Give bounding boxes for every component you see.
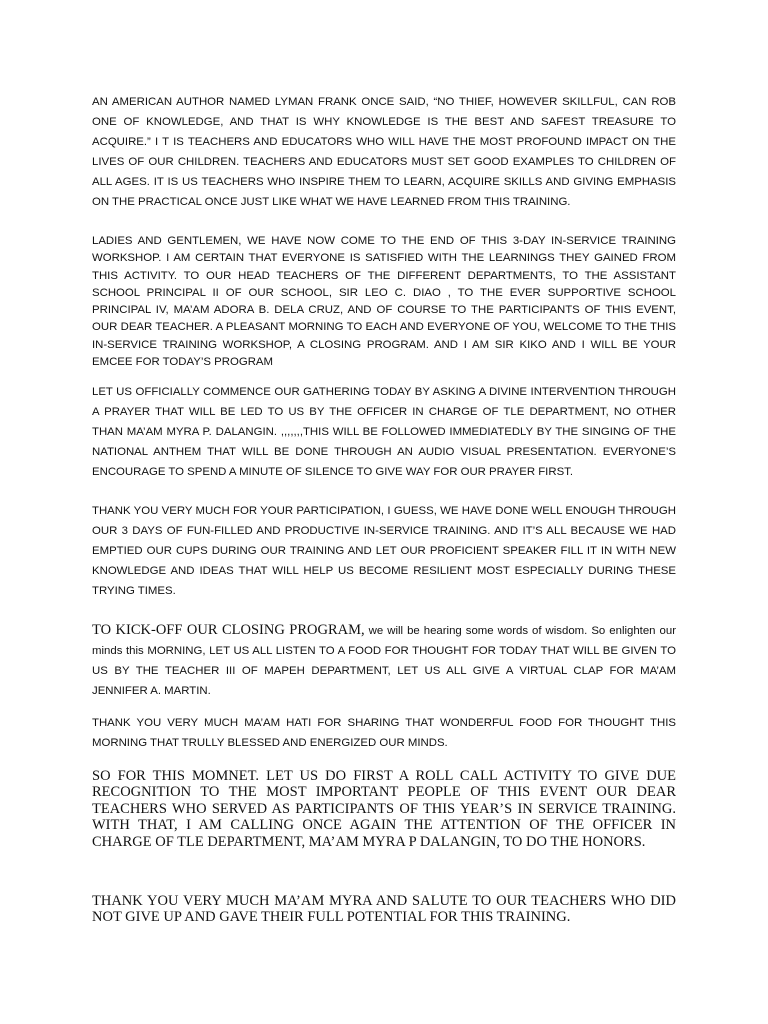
paragraph-thank-hati: THANK YOU VERY MUCH MA’AM HATI FOR SHARING THAT WONDERFUL FOOD FOR THOUGHT THIS MORNING THAT TRULLY BLESSED AND ENERGIZED OUR MINDS. <box>92 717 676 749</box>
paragraph-opening-quote: AN AMERICAN AUTHOR NAMED LYMAN FRANK ONCE SAID, “NO THIEF, HOWEVER SKILLFUL, CAN ROB ONE OF KNOWLEDGE, AND THAT IS WHY KNOWLEDGE IS THE BEST AND SAFEST TREASURE TO ACQUIRE.” I T IS TEACHERS AND EDUCATORS WHO WILL HAVE THE MOST PROFOUND IMPACT ON THE LIVES OF OUR CHILDREN. TEACHERS AND EDUCATORS MUST SET GOOD EXAMPLES TO CHILDREN OF ALL AGES. IT IS US TEACHERS WHO INSPIRE THEM TO LEARN, ACQUIRE SKILLS AND GIVING EMPHASIS ON THE PRACTICAL ONCE JUST LIKE WHAT WE HAVE LEARNED FROM THIS TRAINING. <box>92 96 676 208</box>
kick-off-lead-text: TO KICK-OFF OUR CLOSING PROGRAM, <box>92 622 365 638</box>
paragraph-prayer-intro: LET US OFFICIALLY COMMENCE OUR GATHERING TODAY BY ASKING A DIVINE INTERVENTION THROUGH A PRAYER THAT WILL BE LED TO US BY THE OFFICER IN CHARGE OF TLE DEPARTMENT, NO OTHER THAN MA’AM MYRA P. DALANGIN. ,,,,,,,THIS WILL BE FOLLOWED IMMEDIATEDLY BY THE SINGING OF THE NATIONAL ANTHEM THAT WILL BE DONE THROUGH AN AUDIO VISUAL PRESENTATION. EVERYONE’S ENCOURAGE TO SPEND A MINUTE OF SILENCE TO GIVE WAY FOR OUR PRAYER FIRST. <box>92 386 676 478</box>
paragraph-closing-thanks: THANK YOU VERY MUCH MA’AM MYRA AND SALUTE TO OUR TEACHERS WHO DID NOT GIVE UP AND GAVE THEIR FULL POTENTIAL FOR THIS TRAINING. <box>92 893 676 926</box>
paragraph-welcome: LADIES AND GENTLEMEN, WE HAVE NOW COME TO THE END OF THIS 3-DAY IN-SERVICE TRAINING WORKSHOP. I AM CERTAIN THAT EVERYONE IS SATISFIED WITH THE LEARNINGS THEY GAINED FROM THIS ACTIVITY. TO OUR HEAD TEACHERS OF THE DIFFERENT DEPARTMENTS, TO THE ASSISTANT SCHOOL PRINCIPAL II OF OUR SCHOOL, SIR LEO C. DIAO , TO THE EVER SUPPORTIVE SCHOOL PRINCIPAL IV, MA’AM ADORA B. DELA CRUZ, AND OF COURSE TO THE PARTICIPANTS OF THIS EVENT, OUR DEAR TEACHER. A PLEASANT MORNING TO EACH AND EVERYONE OF YOU, WELCOME TO THE THIS IN-SERVICE TRAINING WORKSHOP, A CLOSING PROGRAM. AND I AM SIR KIKO AND I WILL BE YOUR EMCEE FOR TODAY’S PROGRAM <box>92 235 676 369</box>
paragraph-thank-participation: THANK YOU VERY MUCH FOR YOUR PARTICIPATION, I GUESS, WE HAVE DONE WELL ENOUGH THROUGH OUR 3 DAYS OF FUN-FILLED AND PRODUCTIVE IN-SERVICE TRAINING. AND IT’S ALL BECAUSE WE HAD EMPTIED OUR CUPS DURING OUR TRAINING AND LET OUR PROFICIENT SPEAKER FILL IT IN WITH NEW KNOWLEDGE AND IDEAS THAT WILL HELP US BECOME RESILIENT MOST ESPECIALLY DURING THESE TRYING TIMES. <box>92 505 676 597</box>
paragraph-roll-call: SO FOR THIS MOMNET. LET US DO FIRST A ROLL CALL ACTIVITY TO GIVE DUE RECOGNITION TO THE MOST IMPORTANT PEOPLE OF THIS EVENT OUR DEAR TEACHERS WHO SERVED AS PARTICIPANTS OF THIS YEAR’S IN SERVICE TRAINING. WITH THAT, I AM CALLING ONCE AGAIN THE ATTENTION OF THE OFFICER IN CHARGE OF TLE DEPARTMENT, MA’AM MYRA P DALANGIN, TO DO THE HONORS. <box>92 768 676 850</box>
kick-off-rest-text: we will be hearing some words of wisdom. So enlighten our minds this MORNING, LET US ALL LISTEN TO A FOOD FOR THOUGHT FOR TODAY THAT WILL BE GIVEN TO US BY THE TEACHER III OF MAPEH DEPARTMENT, LET US ALL GIVE A VIRTUAL CLAP FOR MA’AM JENNIFER A. MARTIN. <box>92 625 676 697</box>
paragraph-kick-off <box>92 620 676 701</box>
